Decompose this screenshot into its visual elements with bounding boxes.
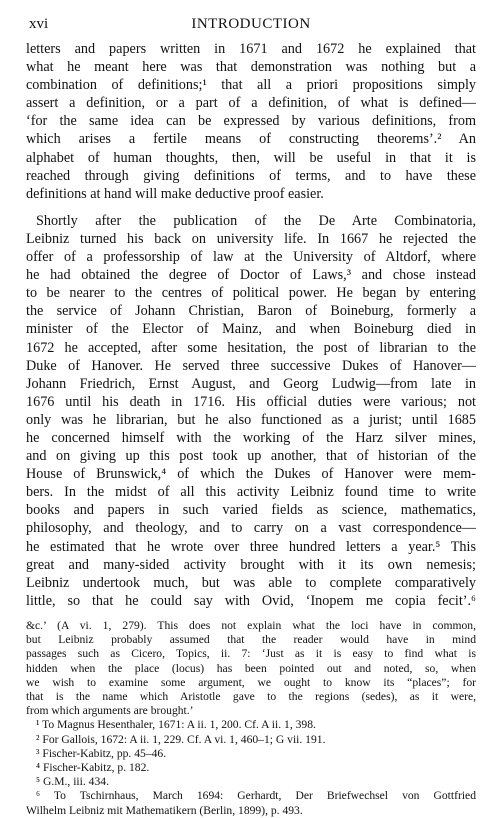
text-line: and on giving up this post took up another, that of historian of the <box>26 448 476 465</box>
text-line: ‘for the same idea can be expressed by various definitions, from <box>26 113 476 130</box>
text-line: Shortly after the publication of the De Arte Combinatoria, <box>36 212 476 229</box>
text-line: books and papers in such varied fields as science, mathematics, <box>26 502 476 519</box>
text-line: alphabet of human thoughts, then, will be useful in that it is <box>26 149 476 166</box>
text-line: to be nearer to the centres of political power. He began by entering <box>26 285 476 302</box>
text-line: he had obtained the degree of Doctor of Laws,³ and chose instead <box>26 267 476 284</box>
text-line: Leibniz undertook much, but was able to complete comparatively <box>26 574 476 591</box>
text-line: reached through giving definitions of terms, and to have these <box>26 167 476 184</box>
paragraph-2 <box>26 212 476 610</box>
text-line: House of Brunswick,⁴ of which the Dukes of Hanover were mem- <box>26 466 476 483</box>
text-line: Johann Friedrich, Ernst August, and Georg Ludwig—from late in <box>26 375 476 392</box>
footnotes <box>26 619 476 818</box>
footnote-list <box>26 718 476 817</box>
text-line: he concerned himself with the working of the Harz silver mines, <box>26 429 476 446</box>
text-line: definitions at hand will make deductive proof easier. <box>26 185 324 202</box>
text-line: which arises a fertile means of constructing theorems’.² An <box>26 131 476 148</box>
text-line: only was he librarian, but he also functioned as a jurist; until 1685 <box>26 411 476 428</box>
footnote-6: ⁶ To Tschirnhaus, March 1694: Gerhardt, Der Briefwechsel von Gottfried <box>36 789 476 803</box>
footnote-line: we wish to examine some argument, we ought to know its “places”; for <box>26 675 476 689</box>
footnote-2: ² For Gallois, 1672: A ii. 1, 229. Cf. A vi. 1, 460–1; G vii. 191. <box>36 732 326 746</box>
page-header <box>26 14 476 36</box>
footnote-6-continuation: Wilhelm Leibniz mit Mathematikern (Berlin, 1899), p. 493. <box>26 803 303 817</box>
footnote-line: &c.’ (A vi. 1, 279). This does not explain what the loci have in common, <box>26 618 476 632</box>
footnote-line: that is the name which Aristotle gave to the regions (sedes), as it were, <box>26 689 476 703</box>
text-line: assert a definition, or a part of a definition, of what is defined— <box>26 95 476 112</box>
text-line: the service of Johann Christian, Baron of Boineburg, formerly a <box>26 303 476 320</box>
text-line: what he meant here was that demonstration was nothing but a <box>26 59 476 76</box>
text-line: letters and papers written in 1671 and 1672 he explained that <box>26 41 476 57</box>
footnote-5: ⁵ G.M., iii. 434. <box>36 775 109 789</box>
text-line: great and many-sided activity brought with it its own nemesis; <box>26 556 476 573</box>
text-line: minister of the Elector of Mainz, and when Boineburg died in <box>26 321 476 338</box>
text-line: he estimated that he wrote over three hundred letters a year.⁵ This <box>26 538 476 555</box>
text-line: bers. In the midst of all this activity Leibniz found time to write <box>26 484 476 501</box>
footnote-4: ⁴ Fischer-Kabitz, p. 182. <box>36 760 150 774</box>
running-title: INTRODUCTION <box>191 16 311 32</box>
main-text <box>26 40 476 610</box>
page-number: xvi <box>29 16 49 32</box>
footnote-line: from which arguments are brought.’ <box>26 704 194 718</box>
text-line: combination of definitions;¹ that all a priori propositions simply <box>26 77 476 94</box>
footnote-line: but Leibniz probably assumed that the reader would have in mind <box>26 633 476 647</box>
text-line: Duke of Hanover. He served three successive Dukes of Hanover— <box>26 357 476 374</box>
footnote-line: hidden when the place (locus) has been pointed out and noted, so, when <box>26 661 476 675</box>
paragraph-1 <box>26 40 476 203</box>
text-line: Leibniz turned his back on university life. In 1667 he rejected the <box>26 230 476 247</box>
text-line: 1672 he accepted, after some hesitation, the post of librarian to the <box>26 339 476 356</box>
footnote-line: passages such as Cicero, Topics, ii. 7: ‘Just as it is easy to find what is <box>26 647 476 661</box>
text-line: philosophy, and theology, and to carry on a vast correspondence— <box>26 520 476 537</box>
footnote-1: ¹ To Magnus Hesenthaler, 1671: A ii. 1, 200. Cf. A ii. 1, 398. <box>36 718 316 732</box>
text-line: little, so that he could say with Ovid, ‘Inopem me copia fecit’.⁶ <box>26 592 476 609</box>
book-page <box>26 14 476 818</box>
text-line: offer of a professorship of law at the University of Altdorf, where <box>26 249 476 266</box>
footnote-3: ³ Fischer-Kabitz, pp. 45–46. <box>36 746 167 760</box>
text-line: 1676 until his death in 1716. His official duties were various; not <box>26 393 476 410</box>
footnote-continuation <box>26 619 476 718</box>
